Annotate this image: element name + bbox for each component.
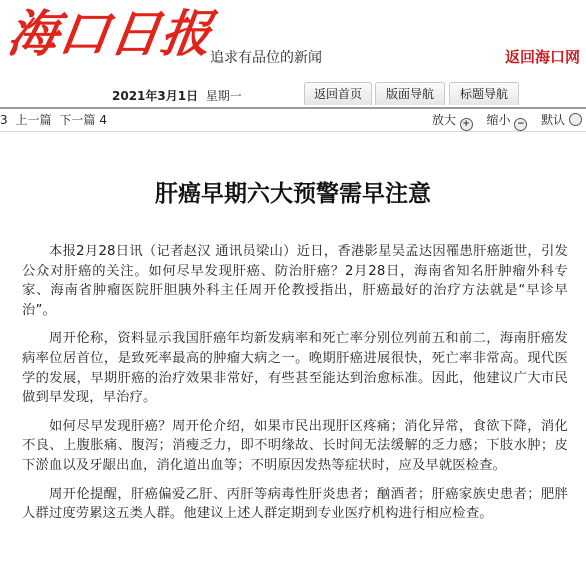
plus-icon: + (460, 118, 473, 131)
issue-date (112, 87, 242, 104)
zoom-controls (422, 111, 582, 131)
zoom-default-button[interactable] (541, 111, 582, 128)
weekday: 星期一 (205, 89, 242, 103)
masthead (0, 0, 586, 75)
nav-bar (0, 75, 586, 109)
newspaper-logo[interactable]: 海口日报 (3, 4, 217, 63)
article-paragraph: 如何尽早发现肝癌？周开伦介绍，如果市民出现肝区疼痛；消化异常，食欲下降，消化不良、上腹胀痛、腹泻；消瘦乏力，即不明缘故、长时间无法缓解的乏力感；下肢水肿；皮下淤血以及牙龈出血，消化道出血等；不明原因发热等症状时，应及早就医检查。 (22, 418, 568, 473)
page-number: 4 (99, 113, 107, 127)
reset-icon (569, 113, 582, 126)
tab-return-home[interactable]: 返回首页 (304, 82, 372, 105)
zoom-in-button[interactable] (432, 111, 473, 131)
date-value: 2021年3月1日 (112, 89, 199, 103)
tab-title-navigation[interactable]: 标题导航 (449, 82, 519, 105)
zoom-out-label: 缩小 (486, 113, 511, 127)
tab-page-navigation[interactable]: 版面导航 (375, 82, 445, 105)
prev-article-link[interactable]: 上一篇 (15, 113, 52, 127)
zoom-out-button[interactable] (486, 111, 527, 131)
article-paragraph: 周开伦称，资料显示我国肝癌年均新发病率和死亡率分别位列前五和前二，海南肝癌发病率位居首位，是致死率最高的肿瘤大病之一。晚期肝癌进展很快，死亡率非常高。现代医学的发展，早期肝癌的治疗效果非常好，有些甚至能达到治愈标准。因此，他建议广大市民做到早发现，早治疗。 (22, 331, 568, 406)
return-haikou-link[interactable]: 返回海口网 (504, 48, 580, 66)
article-paragraph: 周开伦提醒，肝癌偏爱乙肝、丙肝等病毒性肝炎患者；酗酒者；肝癌家族史患者；肥胖人群过度劳累这五类人群。他建议上述人群定期到专业医疗机构进行相应检查。 (22, 486, 568, 522)
pager (0, 111, 111, 128)
article-paragraph: 本报2月28日讯（记者赵汉 通讯员梁山）近日，香港影星吴孟达因罹患肝癌逝世，引发公众对肝癌的关注。如何尽早发现肝癌、防治肝癌？2月28日，海南省知名肝肿瘤外科专家、海南省肿瘤医院肝胆胰外科主任周开伦教授指出，肝癌最好的治疗方法就是“早诊早治”。 (22, 244, 568, 318)
next-article-link[interactable]: 下一篇 (59, 113, 96, 127)
slogan: 追求有品位的新闻 (210, 50, 322, 66)
zoom-default-label: 默认 (541, 113, 566, 127)
toolbar-divider (0, 131, 586, 132)
article-body (22, 242, 568, 533)
zoom-in-label: 放大 (431, 113, 456, 127)
article-title: 肝癌早期六大预警需早注意 (155, 181, 431, 208)
page-fragment: 3 (0, 113, 8, 127)
minus-icon: − (514, 118, 527, 131)
article-toolbar (0, 109, 586, 131)
